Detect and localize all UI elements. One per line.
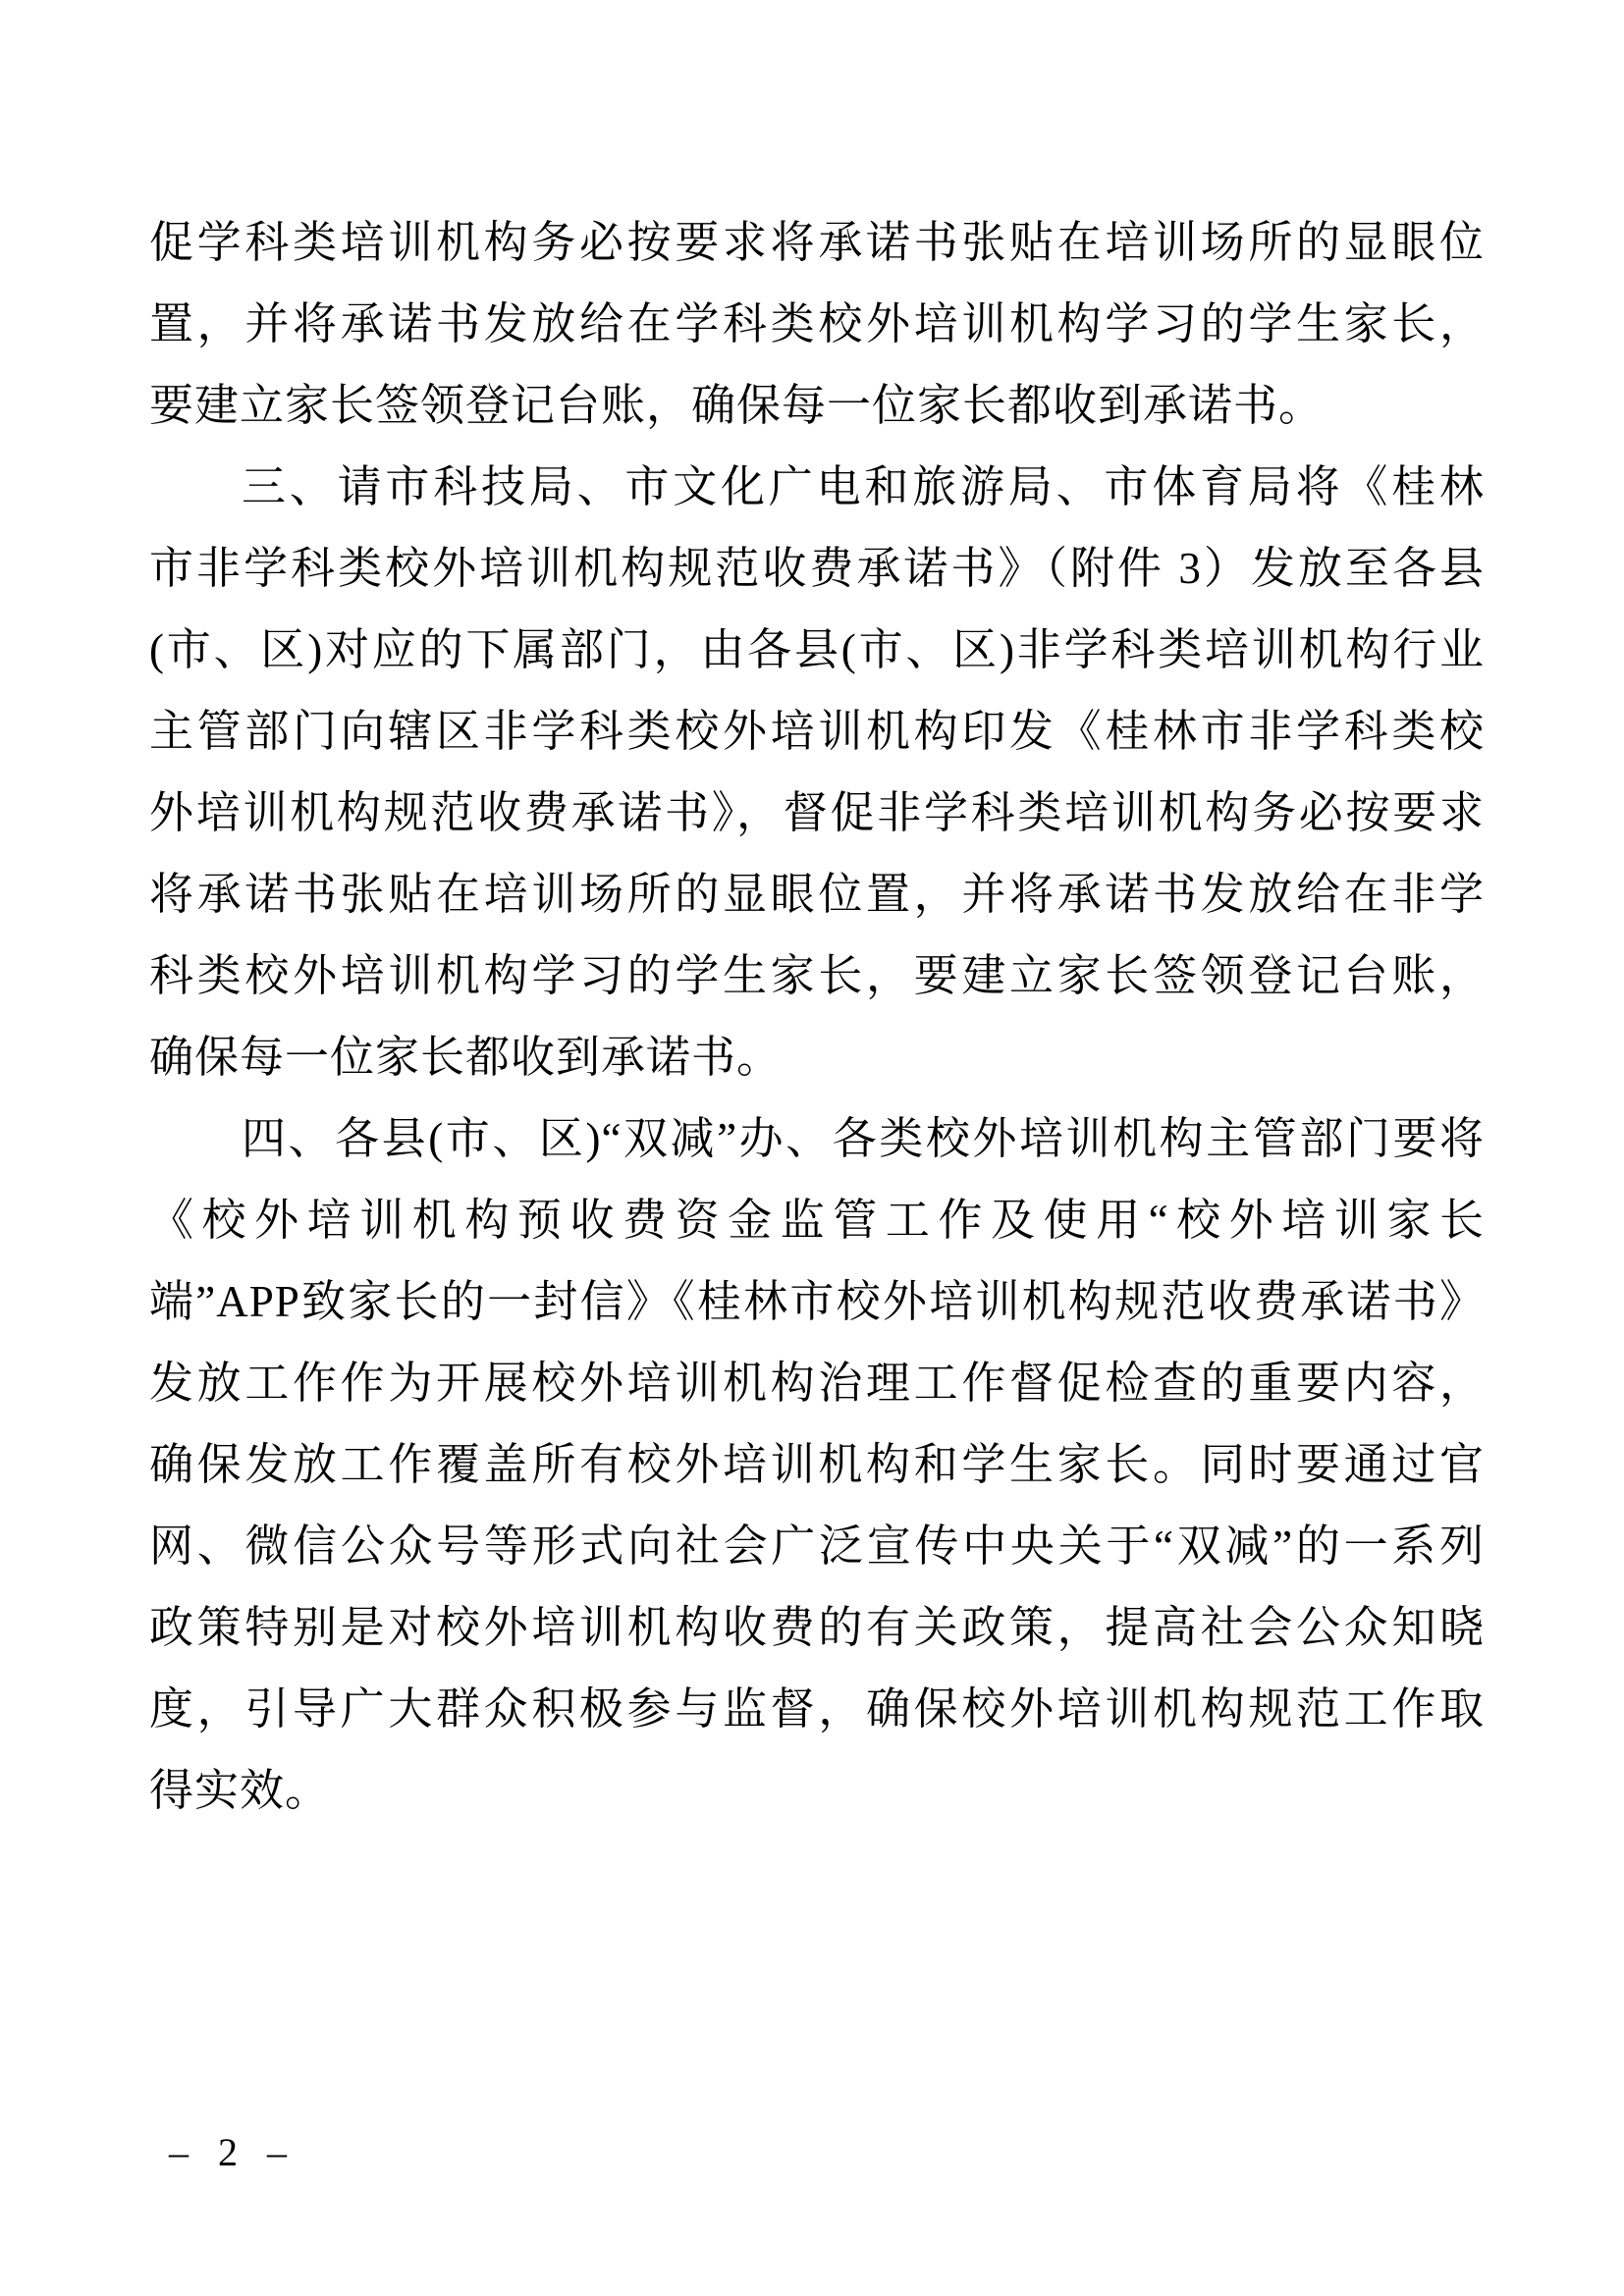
text-line: 主管部门向辖区非学科类校外培训机构印发《桂林市非学科类校 xyxy=(149,707,1485,756)
text-line: 网、微信公众号等形式向社会广泛宣传中央关于“双减”的一系列 xyxy=(149,1522,1485,1571)
document-body xyxy=(149,202,1485,1832)
page-number: – 2 – xyxy=(169,2130,297,2174)
text-line: 度，引导广大群众积极参与监督，确保校外培训机构规范工作取 xyxy=(149,1684,1485,1734)
text-line: 政策特别是对校外培训机构收费的有关政策，提高社会公众知晓 xyxy=(149,1603,1485,1652)
text-line: 科类校外培训机构学习的学生家长，要建立家长签领登记台账， xyxy=(149,951,1485,1000)
text-line: 《校外培训机构预收费资金监管工作及使用“校外培训家长 xyxy=(149,1196,1485,1245)
text-line: 要建立家长签领登记台账，确保每一位家长都收到承诺书。 xyxy=(149,381,1325,430)
text-line-section-4-start: 四、各县(市、区)“双减”办、各类校外培训机构主管部门要将 xyxy=(242,1114,1485,1163)
text-line: 确保每一位家长都收到承诺书。 xyxy=(149,1033,783,1082)
text-line: 外培训机构规范收费承诺书》，督促非学科类培训机构务必按要求 xyxy=(149,788,1485,837)
text-line: 置，并将承诺书发放给在学科类校外培训机构学习的学生家长， xyxy=(149,299,1485,348)
text-line: 将承诺书张贴在培训场所的显眼位置，并将承诺书发放给在非学 xyxy=(149,870,1485,919)
text-line: 确保发放工作覆盖所有校外培训机构和学生家长。同时要通过官 xyxy=(149,1440,1485,1489)
text-line: (市、区)对应的下属部门，由各县(市、区)非学科类培训机构行业 xyxy=(149,625,1485,674)
text-line: 端”APP致家长的一封信》《桂林市校外培训机构规范收费承诺书》 xyxy=(149,1277,1485,1326)
text-line-section-3-start: 三、请市科技局、市文化广电和旅游局、市体育局将《桂林 xyxy=(242,462,1485,511)
text-line: 促学科类培训机构务必按要求将承诺书张贴在培训场所的显眼位 xyxy=(149,218,1485,267)
text-line: 市非学科类校外培训机构规范收费承诺书》（附件 3）发放至各县 xyxy=(149,544,1485,593)
text-line: 得实效。 xyxy=(149,1766,331,1815)
text-line: 发放工作作为开展校外培训机构治理工作督促检查的重要内容， xyxy=(149,1359,1485,1408)
